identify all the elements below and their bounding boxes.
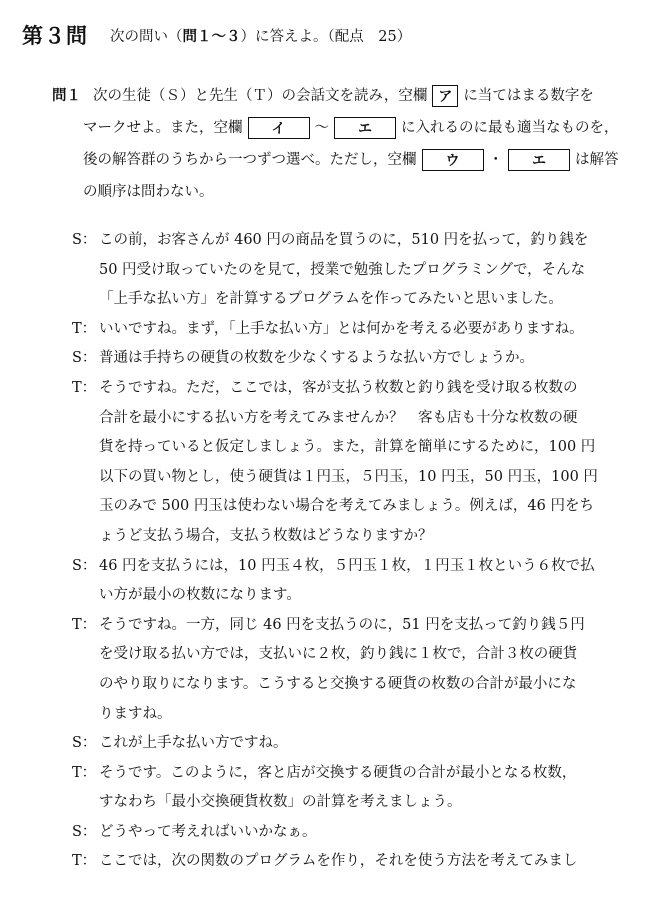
instruction-text: に入れるのに最も適当なものを， — [401, 120, 619, 136]
dialogue-line — [72, 374, 647, 404]
subtitle-pre: 次の問い（ — [110, 29, 183, 45]
dialogue-text: 合計を最小にする払い方を考えてみませんか？ 客も店も十分な枚数の硬 — [99, 409, 578, 426]
dialogue-text: どうやって考えればいいかなぁ。 — [99, 823, 317, 840]
dialogue-text: 玉のみで 500 円玉は使わない場合を考えてみましょう。例えば，46 円をち — [99, 498, 594, 515]
instructions — [52, 80, 642, 208]
dialogue-text: 「上手な払い方」を計算するプログラムを作ってみたいと思いました。 — [99, 291, 563, 308]
question-subtitle — [110, 25, 411, 46]
dialogue-line — [72, 729, 647, 759]
dialogue-text: 50 円受け取っていたのを見て，授業で勉強したプログラミングで，そんな — [99, 261, 586, 278]
dialogue-text: そうですね。ただ，ここでは，客が支払う枚数と釣り銭を受け取る枚数の — [99, 379, 578, 396]
speaker-label: T： — [72, 616, 97, 633]
answer-box-a: ア — [432, 85, 458, 107]
dialogue-line — [72, 818, 647, 848]
dialogue-text: を受け取る払い方では，支払いに２枚，釣り銭に１枚で，合計３枚の硬貨 — [99, 646, 578, 663]
answer-box-i: イ — [248, 117, 310, 139]
dialogue-line — [72, 315, 647, 345]
speaker-label: S： — [72, 735, 97, 752]
dialogue-line — [72, 847, 647, 877]
dialogue-line — [72, 492, 647, 522]
separator-dot: ・ — [488, 152, 503, 168]
instruction-text: は解答 — [575, 152, 619, 168]
dialogue-text: 貨を持っていると仮定しましょう。また，計算を簡単にするために，100 円 — [99, 439, 596, 456]
dialogue-text: いいですね。まず，「上手な払い方」とは何かを考える必要がありますね。 — [99, 320, 584, 337]
instruction-line — [52, 144, 642, 176]
dialogue-line — [72, 552, 647, 582]
dialogue-line — [72, 640, 647, 670]
dialogue-text: そうです。このように，客と店が交換する硬貨の合計が最小となる枚数， — [99, 764, 577, 781]
instruction-text: 後の解答群のうちから一つずつ選べ。ただし，空欄 — [83, 152, 417, 168]
dialogue-text: すなわち「最小交換硬貨枚数」の計算を考えましょう。 — [99, 794, 462, 811]
question-label: 問１ — [52, 88, 81, 104]
instruction-text: に当てはまる数字を — [463, 88, 594, 104]
dialogue-text: この前，お客さんが 460 円の商品を買うのに，510 円を払って，釣り銭を — [99, 232, 589, 248]
dialogue-text: ここでは，次の関数のプログラムを作り，それを使う方法を考えてみまし — [99, 853, 578, 870]
dialogue-text: 普通は手持ちの硬貨の枚数を少なくするような払い方でしょうか。 — [99, 350, 534, 367]
dialogue-text: のやり取りになります。こうすると交換する硬貨の枚数の合計が最小にな — [99, 675, 577, 692]
dialogue-text: そうですね。一方，同じ 46 円を支払うのに，51 円を支払って釣り銭５円 — [99, 616, 585, 633]
speaker-label: S： — [72, 350, 97, 367]
dialogue-line — [72, 433, 647, 463]
answer-box-e: エ — [334, 117, 396, 139]
dialogue-line — [72, 256, 647, 286]
dialogue-line — [72, 463, 647, 493]
dialogue-line — [72, 611, 647, 641]
dialogue-line — [72, 759, 647, 789]
instruction-text: マークせよ。また，空欄 — [83, 120, 243, 136]
subtitle-post: ）に答えよ。（配点 25） — [240, 29, 412, 45]
answer-box-e: エ — [508, 149, 570, 171]
speaker-label: S： — [72, 823, 97, 840]
dialogue-line — [72, 285, 647, 315]
dialogue-text: りますね。 — [99, 705, 172, 722]
dialogue-line — [72, 581, 647, 611]
dialogue — [72, 226, 647, 877]
instruction-text: の順序は問わない。 — [83, 184, 214, 200]
tilde: ～ — [314, 120, 329, 136]
dialogue-line — [72, 522, 647, 552]
instruction-line — [52, 176, 642, 208]
speaker-label: T： — [72, 379, 97, 396]
dialogue-text: ょうど支払う場合，支払う枚数はどうなりますか？ — [99, 527, 433, 544]
dialogue-line — [72, 700, 647, 730]
speaker-label: S： — [72, 232, 97, 248]
dialogue-text: これが上手な払い方ですね。 — [99, 735, 288, 752]
dialogue-line — [72, 404, 647, 434]
speaker-label: T： — [72, 320, 97, 337]
instruction-line — [52, 112, 642, 144]
dialogue-line — [72, 670, 647, 700]
speaker-label: S： — [72, 557, 97, 574]
dialogue-line — [72, 788, 647, 818]
question-title: 第３問 — [22, 24, 88, 48]
dialogue-text: い方が最小の枚数になります。 — [99, 587, 301, 604]
answer-box-u: ウ — [422, 149, 484, 171]
instruction-text: 次の生徒（Ｓ）と先生（Ｔ）の会話文を読み，空欄 — [93, 88, 428, 104]
dialogue-line — [72, 226, 647, 256]
speaker-label: T： — [72, 764, 97, 781]
dialogue-text: 以下の買い物とし，使う硬貨は１円玉，５円玉，10 円玉，50 円玉，100 円 — [99, 468, 598, 485]
speaker-label: T： — [72, 853, 97, 870]
instruction-line — [52, 80, 642, 112]
dialogue-text: 46 円を支払うには，10 円玉４枚，５円玉１枚，１円玉１枚という６枚で払 — [99, 557, 595, 574]
subtitle-bold: 問１～３ — [182, 29, 241, 45]
dialogue-line — [72, 344, 647, 374]
